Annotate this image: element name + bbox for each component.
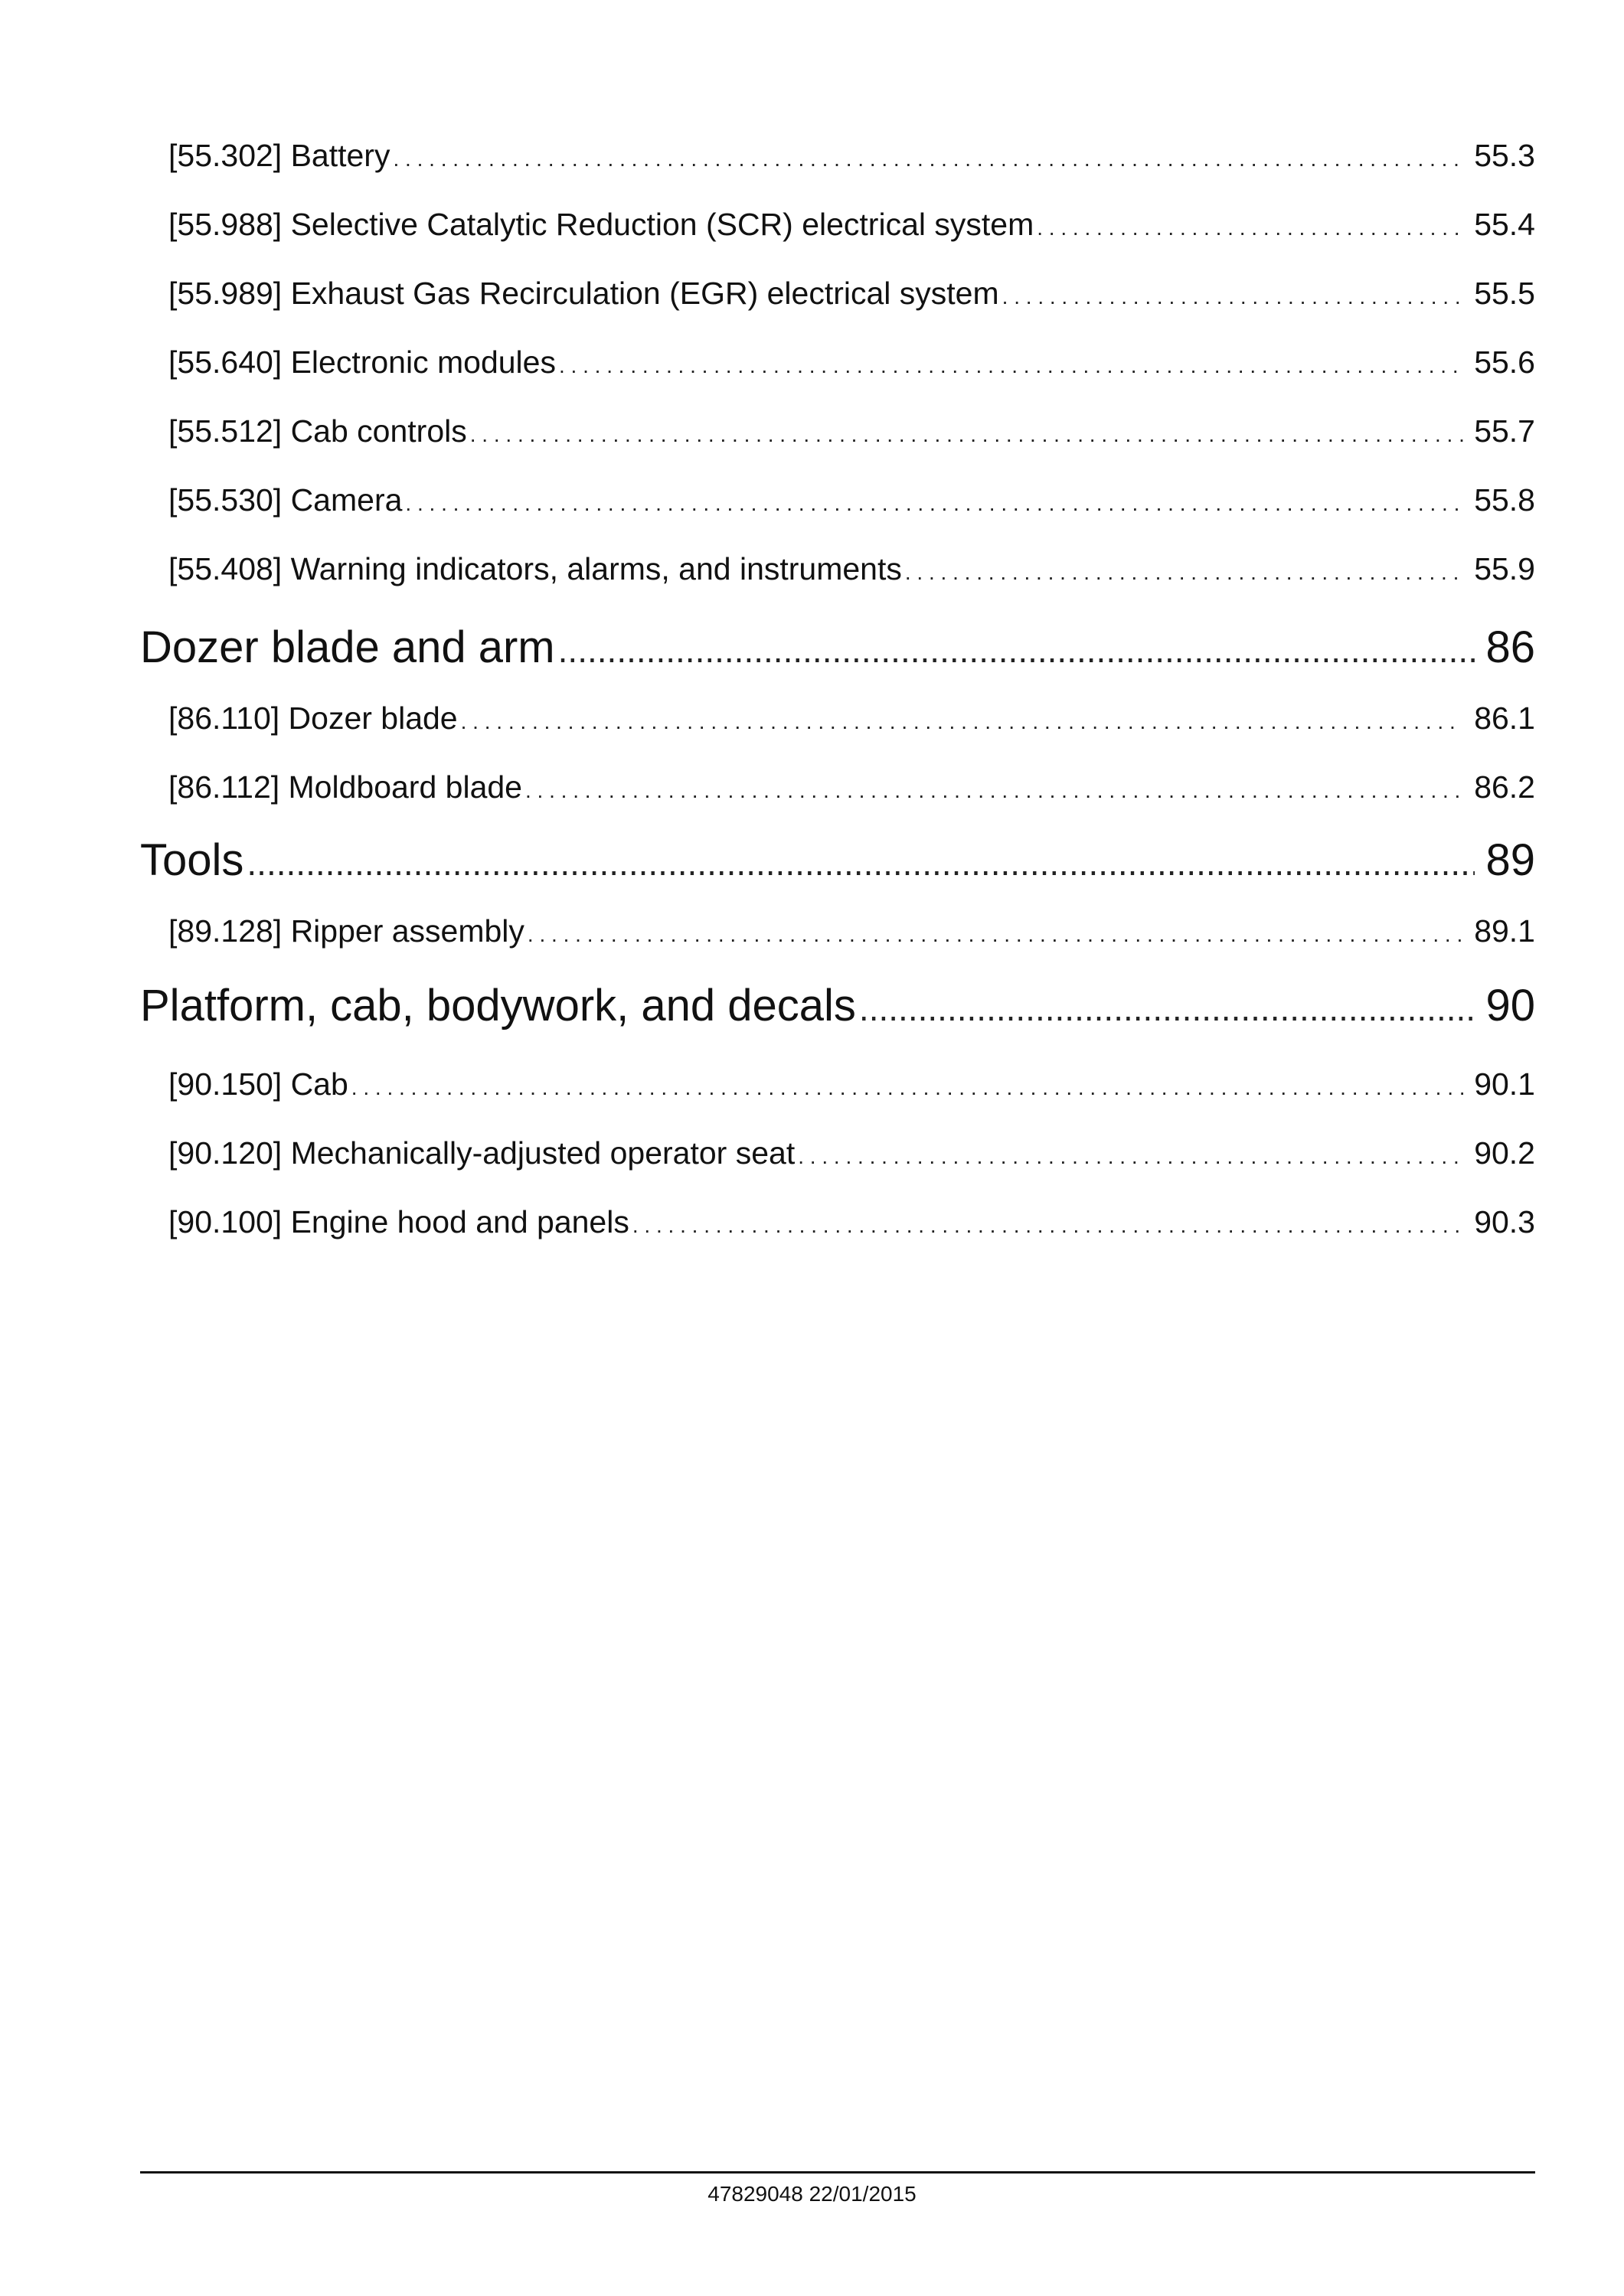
- toc-entry-title: [55.988] Selective Catalytic Reduction (SCR) electrical system: [168, 207, 1034, 242]
- toc-section-title: Platform, cab, bodywork, and decals: [140, 981, 856, 1030]
- dot-leader: [351, 1066, 1463, 1102]
- toc-entry-title: [89.128] Ripper assembly: [168, 913, 524, 949]
- dot-leader: [393, 138, 1463, 174]
- dot-leader: [558, 622, 1475, 673]
- dot-leader: [470, 413, 1463, 449]
- toc-section-title: Dozer blade and arm: [140, 622, 555, 672]
- dot-leader: [405, 482, 1463, 518]
- footer-divider: [140, 2171, 1535, 2174]
- toc-entry-90-120[interactable]: [168, 1135, 1535, 1171]
- toc-entry-title: [86.112] Moldboard blade: [168, 769, 522, 805]
- toc-entry-86-110[interactable]: [168, 701, 1535, 736]
- toc-section-page: 86: [1485, 622, 1535, 672]
- toc-entry-55-989[interactable]: [168, 276, 1535, 312]
- toc-entry-55-512[interactable]: [168, 413, 1535, 449]
- dot-leader: [905, 551, 1463, 587]
- toc-section-tools[interactable]: [140, 834, 1535, 886]
- toc-section-platform-cab-bodywork-decals[interactable]: [140, 980, 1535, 1031]
- dot-leader: [247, 834, 1475, 886]
- dot-leader: [859, 980, 1475, 1031]
- toc-entry-title: [90.120] Mechanically-adjusted operator seat: [168, 1135, 796, 1171]
- dot-leader: [1002, 276, 1464, 312]
- toc-entry-page: 55.5: [1474, 276, 1535, 311]
- toc-section-title: Tools: [140, 835, 244, 885]
- toc-entry-55-640[interactable]: [168, 345, 1535, 380]
- toc-entry-86-112[interactable]: [168, 769, 1535, 805]
- dot-leader: [461, 701, 1464, 736]
- toc-entry-55-302[interactable]: [168, 138, 1535, 174]
- toc-entry-title: [55.512] Cab controls: [168, 413, 467, 449]
- dot-leader: [528, 913, 1463, 949]
- toc-entry-55-408[interactable]: [168, 551, 1535, 587]
- toc-entry-title: [55.408] Warning indicators, alarms, and instruments: [168, 551, 902, 586]
- toc-entry-90-100[interactable]: [168, 1204, 1535, 1240]
- toc-section-page: 90: [1485, 981, 1535, 1030]
- toc-entry-55-988[interactable]: [168, 207, 1535, 243]
- toc-entry-page: 55.4: [1474, 207, 1535, 242]
- footer-document-id: 47829048 22/01/2015: [707, 2182, 917, 2206]
- toc-entry-title: [55.989] Exhaust Gas Recirculation (EGR) electrical system: [168, 276, 999, 311]
- table-of-contents: [140, 0, 1535, 1302]
- dot-leader: [1037, 207, 1463, 243]
- toc-entry-page: 90.1: [1474, 1066, 1535, 1102]
- toc-entry-title: [55.302] Battery: [168, 138, 390, 173]
- toc-entry-page: 90.3: [1474, 1204, 1535, 1239]
- dot-leader: [525, 769, 1463, 805]
- toc-entry-page: 55.3: [1474, 138, 1535, 173]
- toc-section-dozer-blade-and-arm[interactable]: [140, 622, 1535, 673]
- toc-entry-page: 55.7: [1474, 413, 1535, 449]
- toc-entry-title: [55.640] Electronic modules: [168, 345, 556, 380]
- toc-entry-page: 89.1: [1474, 913, 1535, 949]
- toc-entry-89-128[interactable]: [168, 913, 1535, 949]
- toc-entry-page: 90.2: [1474, 1135, 1535, 1171]
- toc-entry-title: [86.110] Dozer blade: [168, 701, 458, 736]
- toc-entry-page: 55.6: [1474, 345, 1535, 380]
- toc-entry-55-530[interactable]: [168, 482, 1535, 518]
- dot-leader: [632, 1204, 1463, 1240]
- toc-section-page: 89: [1485, 835, 1535, 885]
- dot-leader: [559, 345, 1463, 380]
- toc-entry-page: 55.9: [1474, 551, 1535, 586]
- toc-entry-page: 55.8: [1474, 482, 1535, 518]
- toc-entry-title: [90.100] Engine hood and panels: [168, 1204, 629, 1239]
- toc-entry-page: 86.2: [1474, 769, 1535, 805]
- toc-entry-page: 86.1: [1474, 701, 1535, 736]
- toc-entry-title: [55.530] Camera: [168, 482, 403, 518]
- dot-leader: [798, 1135, 1463, 1171]
- toc-entry-90-150[interactable]: [168, 1066, 1535, 1102]
- toc-entry-title: [90.150] Cab: [168, 1066, 348, 1102]
